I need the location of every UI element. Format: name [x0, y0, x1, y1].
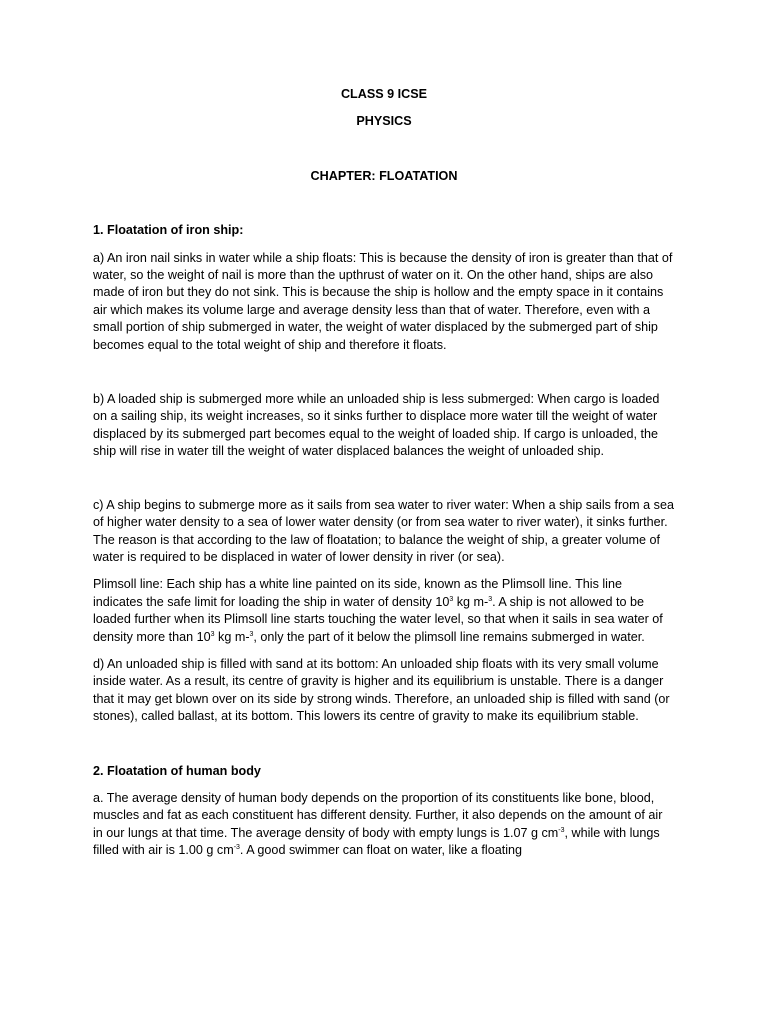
chapter-title: CHAPTER: FLOATATION — [310, 168, 458, 183]
body-text: . A good swimmer can float on water, like a floating — [239, 843, 523, 858]
plimsoll-text: . A ship is not allowed to be loaded further when its Plimsoll line starts touching the water level, so that when it sails in sea water of density more than 10 — [93, 594, 663, 644]
section-1-heading: 1. Floatation of iron ship: — [93, 223, 244, 238]
class-title: CLASS 9 ICSE — [340, 87, 428, 101]
superscript: 3 — [449, 595, 454, 603]
plimsoll-paragraph — [93, 576, 675, 646]
superscript: -3 — [558, 826, 565, 834]
superscript: 3 — [249, 630, 254, 638]
superscript: 3 — [488, 595, 493, 603]
body-text: , while with lungs filled with air is 1.00 g cm — [93, 825, 660, 858]
plimsoll-text: , only the part of it below the plimsoll line remains submerged in water. — [253, 629, 645, 644]
plimsoll-text: kg m- — [453, 594, 489, 609]
section-1-para-d: d) An unloaded ship is filled with sand at its bottom: An unloaded ship floats with its very small volume inside water. As a result, its centre of gravity is higher and its equilibrium is unstable. There is a danger that it may get blown over on its side by strong winds. Therefore, an unloaded ship is filled with sand (or stones), called ballast, at its bottom. This lowers its centre of gravity to make its equilibrium stable. — [93, 656, 670, 724]
superscript: -3 — [233, 844, 240, 851]
section-2-heading: 2. Floatation of human body — [93, 763, 261, 778]
section-1-para-a: a) An iron nail sinks in water while a ship floats: This is because the density of iron is greater than that of water, so the weight of nail is more than the upthrust of water on it. On the other hand, ships are also made of iron but they do not sink. This is because the ship is hollow and the empty space in it contains air which makes its volume large and average density less than that of water. Therefore, even with a small portion of ship submerged in water, the weight of water displaced by the submerged part of ship becomes equal to the total weight of ship and therefore it floats. — [93, 250, 673, 352]
plimsoll-text: Plimsoll line: Each ship has a white line painted on its side, known as the Plimsoll line. This line indicates the safe limit for loading the ship in water of density 10 — [93, 577, 622, 609]
document-page — [93, 86, 675, 860]
section-1-para-b: b) A loaded ship is submerged more while an unloaded ship is less submerged: When cargo is loaded on a sailing ship, its weight increases, so it sinks further to displace more water till the weight of water displaced by its submerged part becomes equal to the weight of loaded ship. If cargo is unloaded, the ship will rise in water till the weight of water displaced balances the weight of unloaded ship. — [93, 392, 660, 459]
section-1-para-c: c) A ship begins to submerge more as it sails from sea water to river water: When a ship sails from a sea of higher water density to a sea of lower water density (or from sea water to river water), it sinks further. The reason is that according to the law of floatation; to balance the weight of ship, a greater volume of water is required to be displaced in water of lower density in river (or sea). — [93, 497, 674, 564]
plimsoll-text: kg m- — [214, 629, 250, 644]
body-text: a. The average density of human body depends on the proportion of its constituents like bone, blood, muscles and fat as each constituent has different density. Further, it also depends on the amount of air in our lungs at that time. The average density of body with empty lungs is 1.07 g cm — [93, 790, 663, 840]
subject-title: PHYSICS — [356, 114, 412, 129]
superscript: 3 — [210, 630, 215, 638]
section-2-para-a — [93, 790, 675, 860]
